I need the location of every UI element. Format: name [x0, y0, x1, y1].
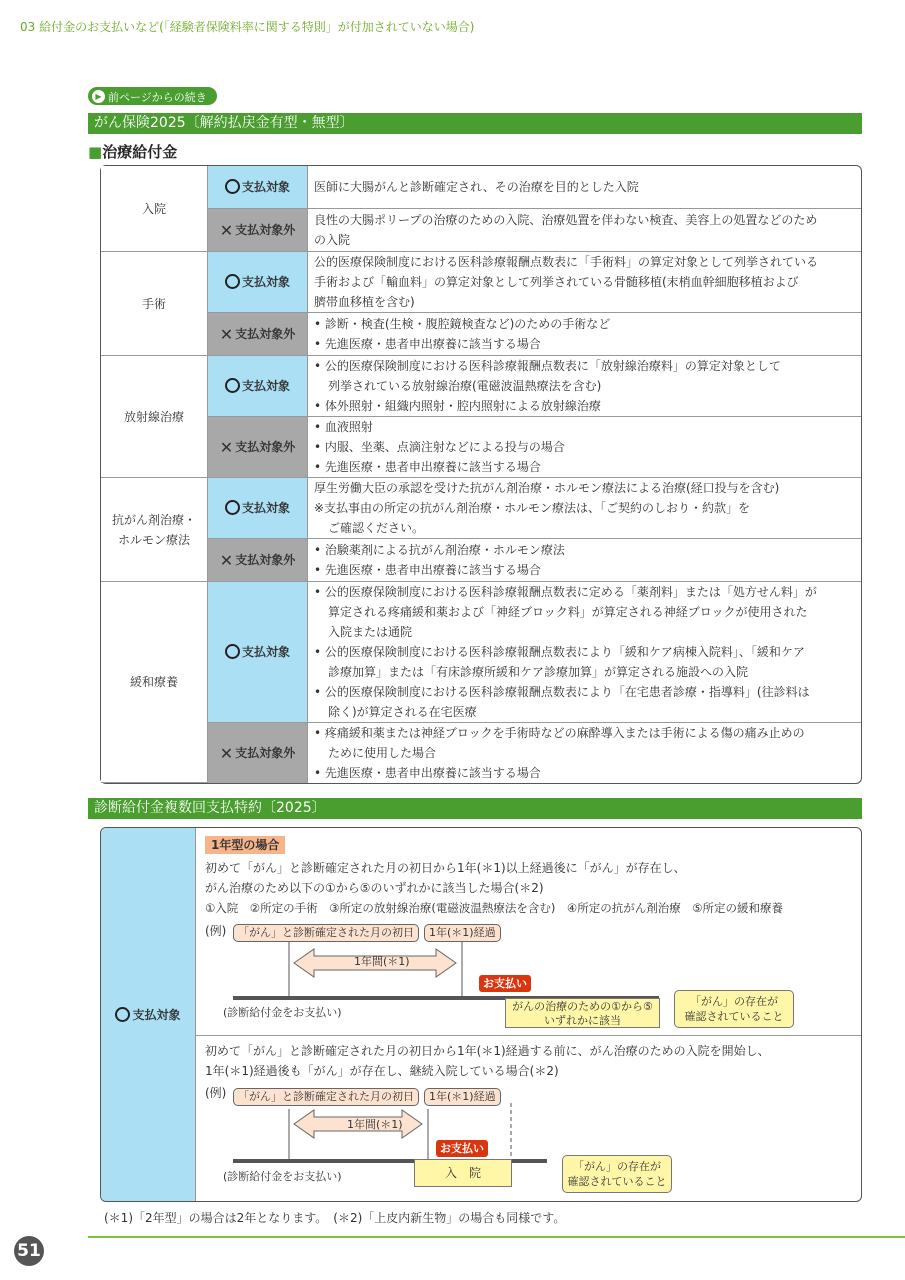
kanwa-not-covered: • 疼痛緩和薬または神経ブロックを手術時などの麻酔導入または手術による傷の痛み止めの ために使用した場合 • 先進医療・患者申出療養に該当する場合 [314, 726, 805, 780]
covered-label: 支払対象 [208, 356, 308, 417]
cross-icon: ✕ [219, 743, 234, 763]
cross-icon: ✕ [219, 550, 234, 570]
shujutsu-not-covered: • 診断・検査(生検・腹腔鏡検査など)のための手術など • 先進医療・患者申出療養に該当する場合 [308, 313, 861, 356]
page-number: 51 [14, 1236, 44, 1266]
circle-icon [225, 274, 240, 289]
cancer-exists-note-1: 「がん」の存在が 確認されていること [674, 990, 794, 1028]
page-header: 03 給付金のお支払いなど(「経験者保険料率に関する特則」が付加されていない場合) [20, 20, 475, 34]
hoshasen-covered: • 公的医療保険制度における医科診療報酬点数表に「放射線治療料」の算定対象として 列挙されている放射線治療(電磁波温熱療法を含む) • 体外照射・組織内照射・腔内照射による放射線治療 [308, 356, 861, 417]
payment-label-2: (診断給付金をお支払い) [223, 1170, 342, 1183]
diagnosis-date-pill: 「がん」と診断確定された月の初日 [233, 924, 419, 942]
case1-text-b: がん治療のため以下の①から⑤のいずれかに該当した場合(＊2) [205, 881, 544, 895]
condition-box: がんの治療のための①から⑤ いずれかに該当 [505, 998, 660, 1028]
category-nyuin: 入院 [101, 166, 208, 252]
section-title-diagnosis-rider: 診断給付金複数回支払特約〔2025〕 [88, 798, 862, 819]
cross-icon: ✕ [219, 437, 234, 457]
category-kanwa: 緩和療養 [101, 582, 208, 783]
not-covered-label: ✕ 支払対象外 [208, 723, 308, 783]
covered-label: 支払対象 [208, 252, 308, 313]
hoshasen-not-covered: • 血液照射 • 内服、坐薬、点滴注射などによる投与の場合 • 先進医療・患者申出療養に該当する場合 [308, 417, 861, 478]
example-label: (例) [205, 924, 227, 938]
period-label-2: 1年間(＊1) [347, 1118, 403, 1131]
subsection-title: ■治療給付金 [88, 143, 178, 161]
kanwa-covered: • 公的医療保険制度における医科診療報酬点数表に定める「薬剤料」または「処方せん料」が 算定される疼痛緩和薬および「神経ブロック料」が算定される神経ブロックが使用された 入院または通院 • 公的医療保険制度における医科診療報酬点数表により「緩和ケア病棟入院料」、「緩和ケア 診療加算」または「有床診療所緩和ケア診療加算」が算定される施設への入院 • 公的医療保険制度における医科診療報酬点数表により「在宅患者診療・指導料」(往診料は 除く)が算定される在宅医療 [308, 582, 861, 723]
covered-label: 支払対象 [208, 582, 308, 723]
diagnosis-date-pill-2: 「がん」と診断確定された月の初日 [233, 1088, 419, 1106]
period-label-1: 1年間(＊1) [354, 955, 410, 968]
footnote: (＊1)「2年型」の場合は2年となります。 (＊2)「上皮内新生物」の場合も同様です。 [104, 1211, 566, 1225]
not-covered-label: ✕ 支払対象外 [208, 539, 308, 582]
not-covered-label: ✕ 支払対象外 [208, 209, 308, 252]
section-title-cancer-insurance: がん保険2025〔解約払戻金有型・無型〕 [88, 113, 862, 134]
cross-icon: ✕ [219, 220, 234, 240]
cancer-exists-note-2: 「がん」の存在が 確認されていること [562, 1155, 672, 1193]
category-kogan: 抗がん剤治療・ ホルモン療法 [101, 478, 208, 582]
footer-line [88, 1236, 905, 1238]
kogan-not-covered: • 治験薬剤による抗がん剤治療・ホルモン療法 • 先進医療・患者申出療養に該当する場合 [308, 539, 861, 582]
diagnosis-rider-box [100, 827, 862, 1202]
kogan-covered: 厚生労働大臣の承認を受けた抗がん剤治療・ホルモン療法による治療(経口投与を含む) ※支払事由の所定の抗がん剤治療・ホルモン療法は、「ご契約のしおり・約款」を ご確認ください。 [308, 478, 861, 539]
circle-icon [225, 378, 240, 393]
case1-text-a: 初めて「がん」と診断確定された月の初日から1年(＊1)以上経過後に「がん」が存在し、 [205, 861, 686, 875]
covered-label: 支払対象 [208, 478, 308, 539]
category-shujutsu: 手術 [101, 252, 208, 356]
cross-icon: ✕ [219, 324, 234, 344]
not-covered-label: ✕ 支払対象外 [208, 417, 308, 478]
circle-icon [115, 1007, 130, 1022]
not-covered-label: ✕ 支払対象外 [208, 313, 308, 356]
example-label-2: (例) [205, 1086, 227, 1100]
one-year-pill-2: 1年(＊1)経過 [424, 1088, 501, 1106]
case2-text-b: 1年(＊1)経過後も「がん」が存在し、継続入院している場合(＊2) [205, 1064, 559, 1078]
continued-label: 前ページからの続き [108, 90, 207, 104]
treatment-benefit-table [100, 165, 862, 784]
case2-text-a: 初めて「がん」と診断確定された月の初日から1年(＊1)経過する前に、がん治療のための入院を開始し、 [205, 1044, 770, 1058]
nyuin-covered: 医師に大腸がんと診断確定され、その治療を目的とした入院 [308, 166, 861, 209]
one-year-type-tag: 1年型の場合 [205, 836, 285, 854]
payment-badge-1: お支払い [479, 975, 531, 992]
hospitalization-box: 入 院 [414, 1159, 512, 1187]
circle-icon [225, 500, 240, 515]
square-icon: ■ [88, 143, 103, 161]
covered-label: 支払対象 [101, 828, 196, 1201]
circle-icon [225, 179, 240, 194]
circle-icon [225, 644, 240, 659]
nyuin-not-covered: 良性の大腸ポリープの治療のための入院、治療処置を伴わない検査、美容上の処置などのため の入院 [308, 209, 861, 252]
one-year-pill: 1年(＊1)経過 [424, 924, 501, 942]
play-icon: ▶ [92, 90, 105, 103]
payment-label-1: (診断給付金をお支払い) [223, 1006, 342, 1019]
category-hoshasen: 放射線治療 [101, 356, 208, 478]
case1-items: ①入院 ②所定の手術 ③所定の放射線治療(電磁波温熱療法を含む) ④所定の抗がん剤治療 ⑤所定の緩和療養 [205, 901, 784, 915]
continued-badge [88, 87, 217, 105]
shujutsu-covered: 公的医療保険制度における医科診療報酬点数表に「手術料」の算定対象として列挙されている 手術および「輸血料」の算定対象として列挙されている骨髄移植(末梢血幹細胞移植および 臍帯血移植を含む) [308, 252, 861, 313]
covered-label: 支払対象 [208, 166, 308, 209]
payment-badge-2: お支払い [436, 1140, 488, 1157]
